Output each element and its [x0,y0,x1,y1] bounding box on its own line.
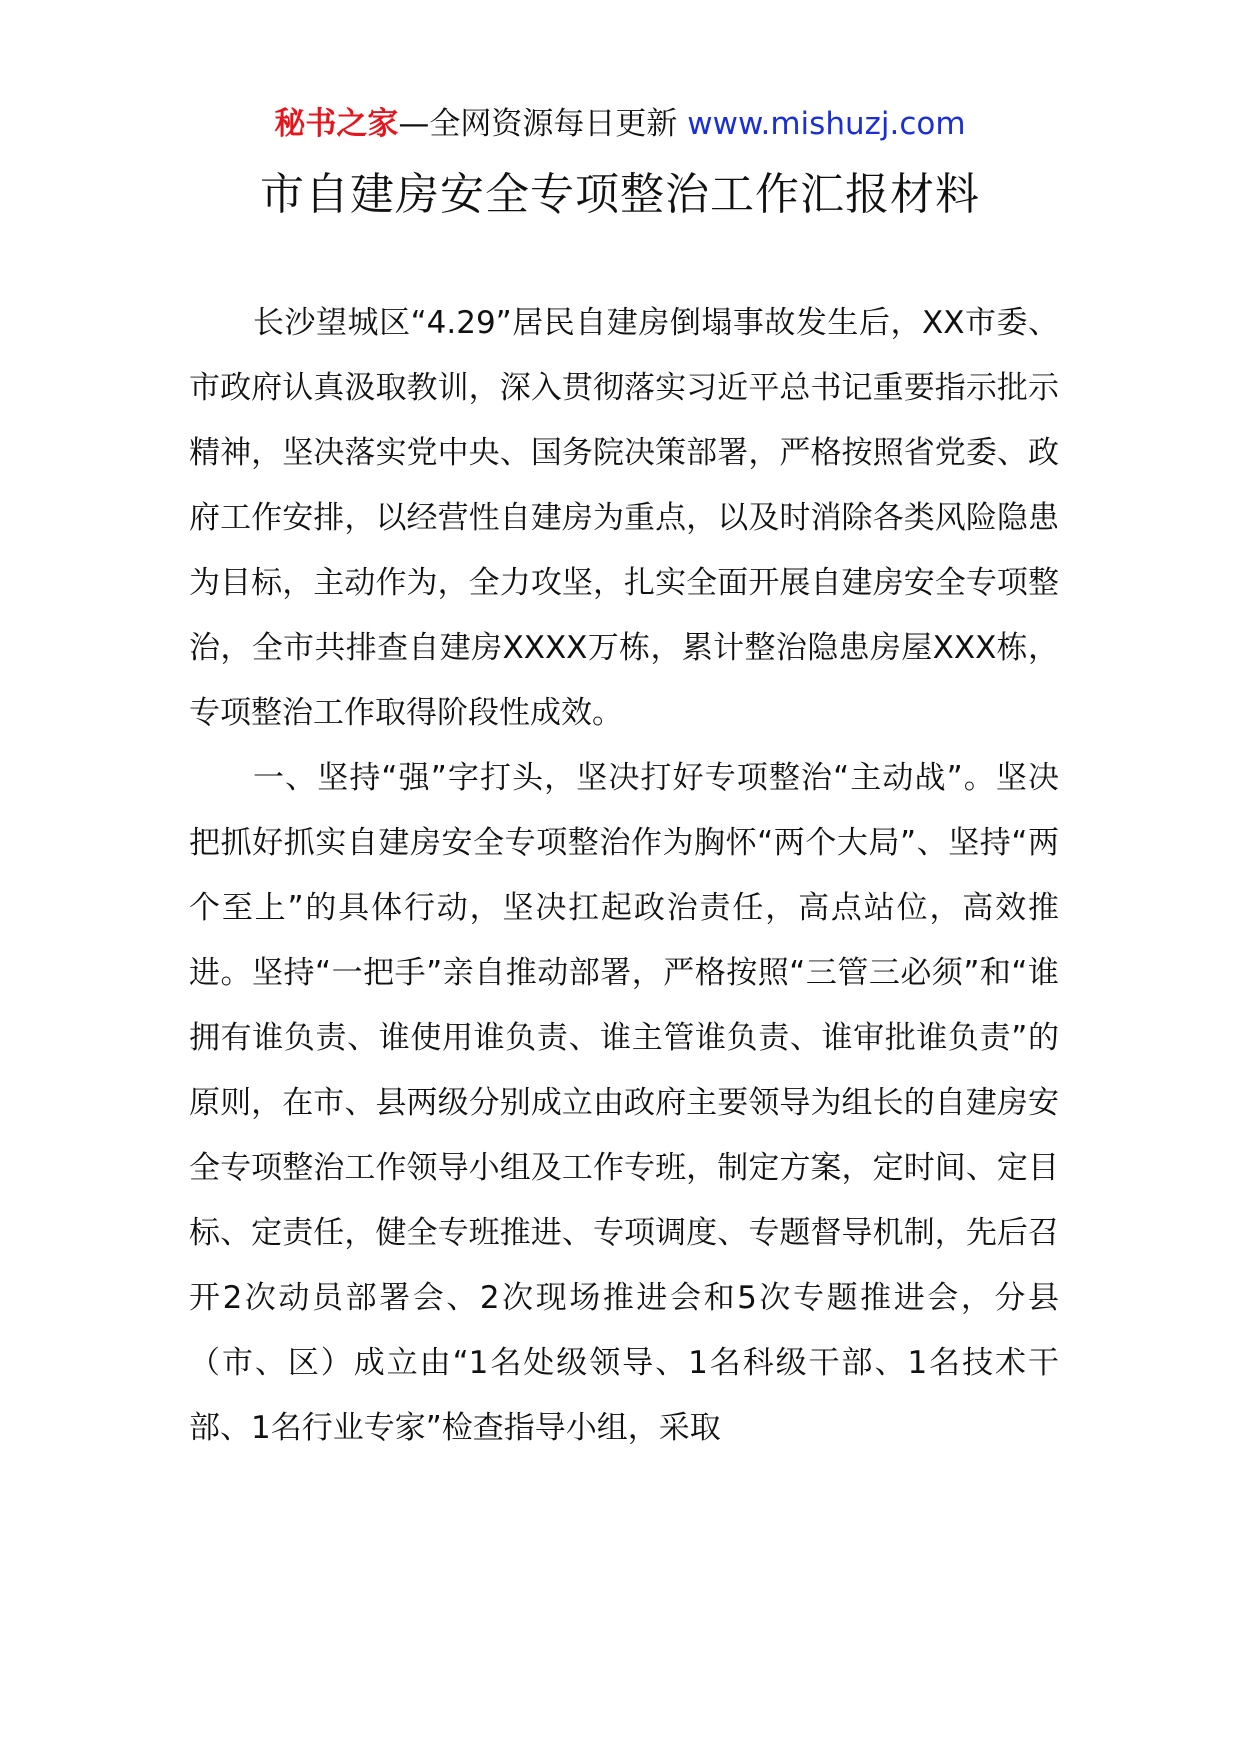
site-header [0,104,1240,144]
brand-name: 秘书之家 [274,106,399,142]
section-1-body: 坚决把抓好抓实自建房安全专项整治作为胸怀“两个大局”、坚持“两个至上”的具体行动，坚决扛起政治责任，高点站位，高效推进。坚持“一把手”亲自推动部署，严格按照“三管三必须”和“谁拥有谁负责、谁使用谁负责、谁主管谁负责、谁审批谁负责”的原则，在市、县两级分别成立由政府主要领导为组长的自建房安全专项整治工作领导小组及工作专班，制定方案，定时间、定目标、定责任，健全专班推进、专项调度、专题督导机制，先后召开2次动员部署会、2次现场推进会和5次专题推进会，分县（市、区）成立由“1名处级领导、1名科级干部、1名技术干部、1名行业专家”检查指导小组，采取 [189,760,1059,1446]
section-1-paragraph [189,746,1059,1461]
site-url-link[interactable]: www.mishuzj.com [687,106,966,142]
section-1-heading: 一、坚持“强”字打头，坚决打好专项整治“主动战”。 [253,760,996,796]
header-slogan: —全网资源每日更新 [398,106,678,142]
intro-paragraph: 长沙望城区“4.29”居民自建房倒塌事故发生后，XX市委、市政府认真汲取教训，深入贯彻落实习近平总书记重要指示批示精神，坚决落实党中央、国务院决策部署，严格按照省党委、政府工作安排，以经营性自建房为重点，以及时消除各类风险隐患为目标，主动作为，全力攻坚，扎实全面开展自建房安全专项整治，全市共排查自建房XXXX万栋，累计整治隐患房屋XXX栋，专项整治工作取得阶段性成效。 [189,305,1059,731]
document-title: 市自建房安全专项整治工作汇报材料 [260,169,980,220]
document-body [189,291,1059,1461]
